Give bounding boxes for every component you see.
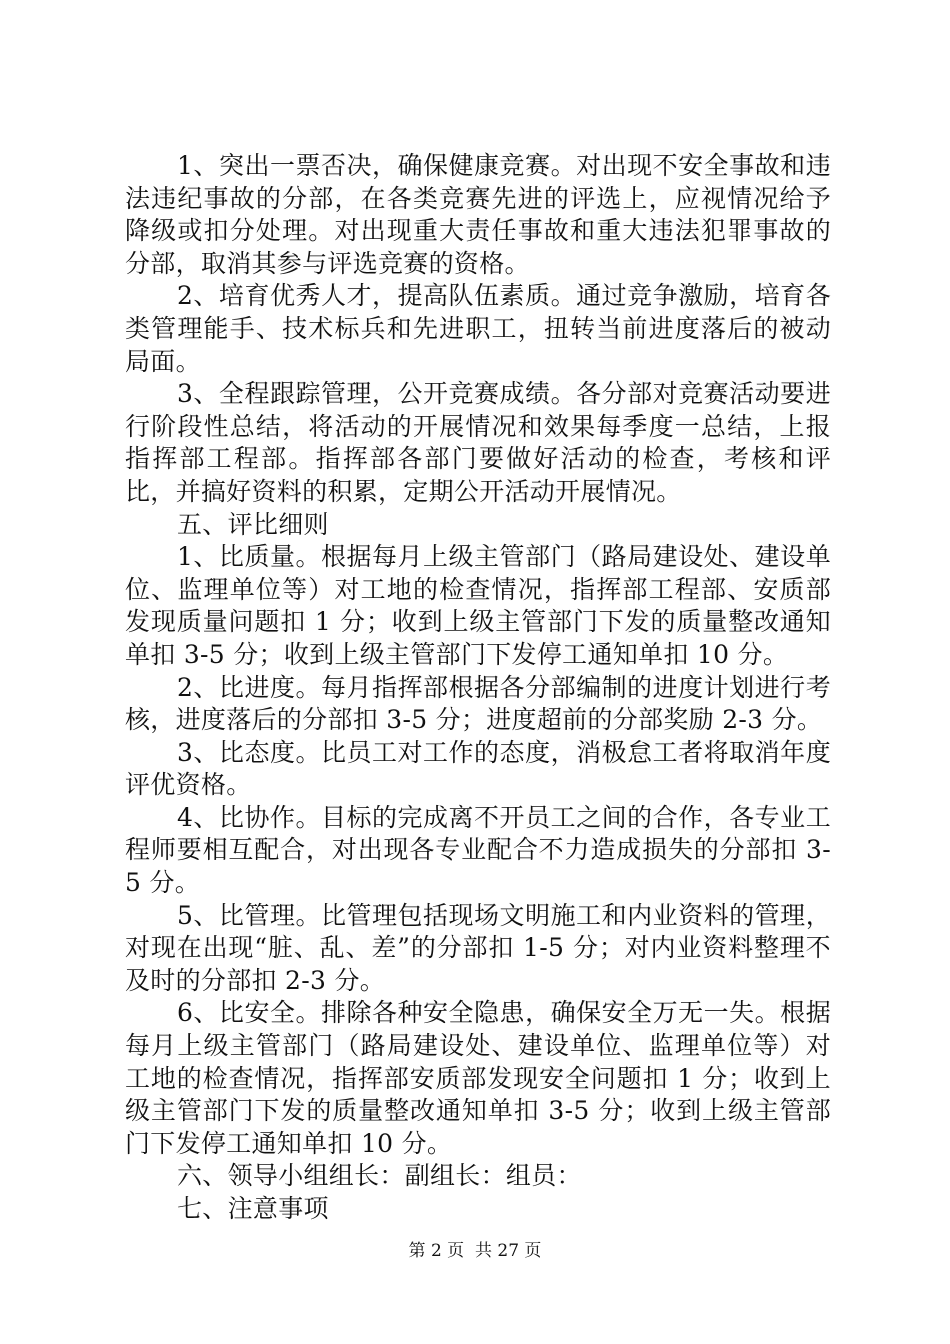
- section-heading-notes: 七、注意事项: [177, 1194, 329, 1223]
- paragraph-cooperation: 4、比协作。目标的完成离不开员工之间的合作，各专业工程师要相互配合，对出现各专业配合不力造成损失的分部扣 3-5 分。: [125, 802, 831, 898]
- page-number: 第 2 页: [408, 1241, 465, 1261]
- paragraph-talent-cultivation: 2、培育优秀人才，提高队伍素质。通过竞争激励，培育各类管理能手、技术标兵和先进职工，扭转当前进度落后的被动局面。: [125, 281, 831, 376]
- paragraph-progress: 2、比进度。每月指挥部根据各分部编制的进度计划进行考核，进度落后的分部扣 3-5 分；进度超前的分部奖励 2-3 分。: [125, 672, 831, 735]
- paragraph-management: 5、比管理。比管理包括现场文明施工和内业资料的管理，对现在出现“脏、乱、差”的分部扣 1-5 分；对内业资料整理不及时的分部扣 2-3 分。: [125, 900, 831, 995]
- document-body: [125, 150, 831, 1226]
- paragraph-quality: 1、比质量。根据每月上级主管部门（路局建设处、建设单位、监理单位等）对工地的检查情况，指挥部工程部、安质部发现质量问题扣 1 分；收到上级主管部门下发的质量整改通知单扣 3-5 分；收到上级主管部门下发停工通知单扣 10 分。: [125, 542, 831, 669]
- page-total: 共 27 页: [474, 1241, 542, 1261]
- section-heading-leadership-group: 六、领导小组组长：副组长：组员：: [177, 1161, 582, 1191]
- page-footer: [0, 1239, 950, 1263]
- paragraph-safety: 6、比安全。排除各种安全隐患，确保安全万无一失。根据每月上级主管部门（路局建设处、建设单位、监理单位等）对工地的检查情况，指挥部安质部发现安全问题扣 1 分；收到上级主管部门下发的质量整改通知单扣 3-5 分；收到上级主管部门下发停工通知单扣 10 分。: [125, 998, 831, 1158]
- paragraph-tracking-management: 3、全程跟踪管理，公开竞赛成绩。各分部对竞赛活动要进行阶段性总结，将活动的开展情况和效果每季度一总结，上报指挥部工程部。指挥部各部门要做好活动的检查，考核和评比，并搞好资料的积累，定期公开活动开展情况。: [125, 379, 831, 506]
- section-heading-evaluation-rules: 五、评比细则: [177, 509, 329, 539]
- paragraph-health-competition: 1、突出一票否决，确保健康竞赛。对出现不安全事故和违法违纪事故的分部，在各类竞赛先进的评选上，应视情况给予降级或扣分处理。对出现重大责任事故和重大违法犯罪事故的分部，取消其参与评选竞赛的资格。: [125, 151, 831, 278]
- paragraph-attitude: 3、比态度。比员工对工作的态度，消极怠工者将取消年度评优资格。: [125, 737, 831, 800]
